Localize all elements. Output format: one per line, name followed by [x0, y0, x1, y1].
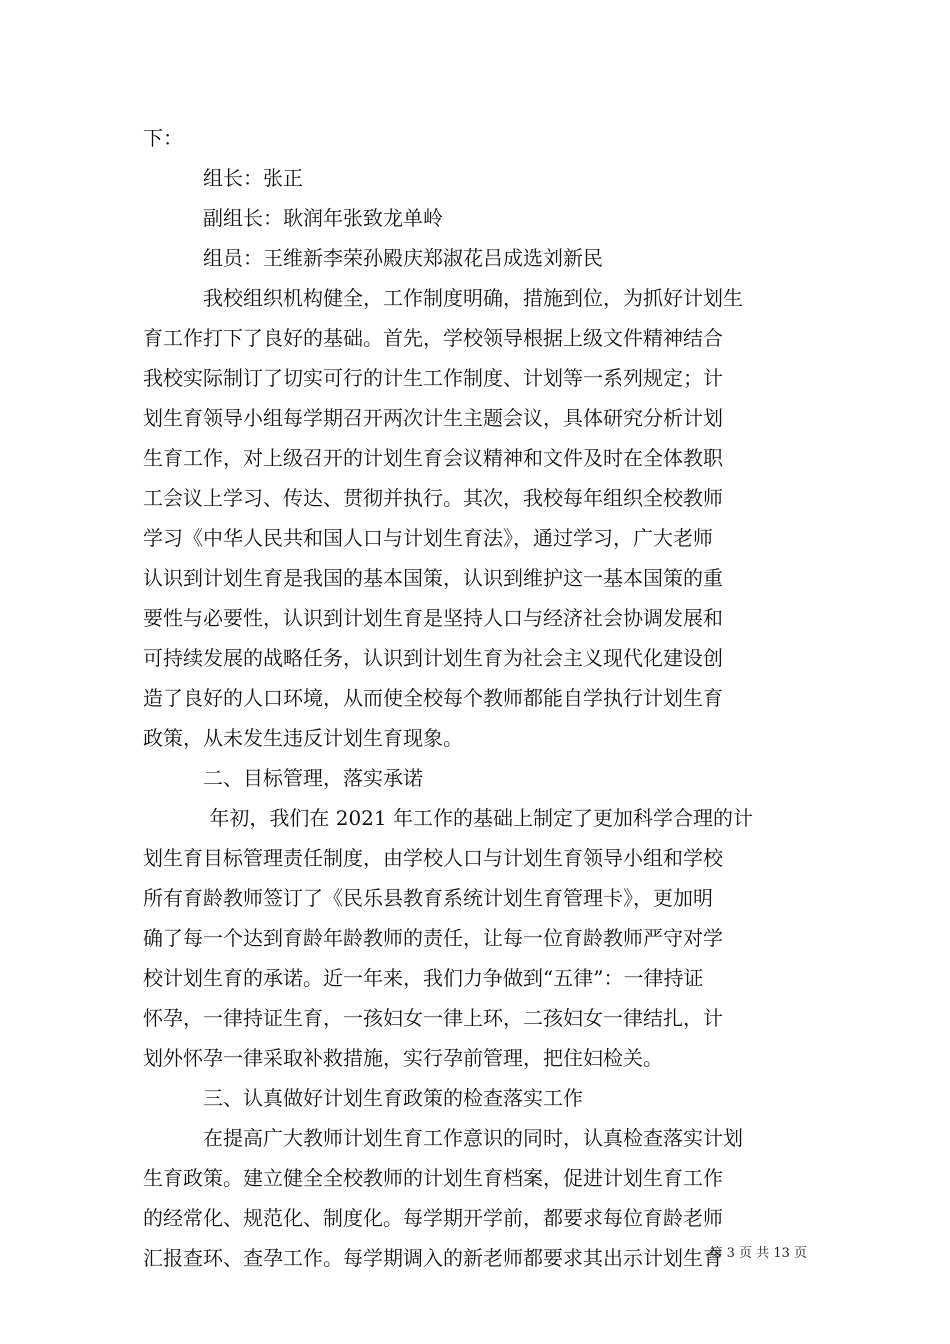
text-line: 要性与必要性，认识到计划生育是坚持人口与经济社会协调发展和 — [143, 606, 723, 630]
text-line: 造了良好的人口环境，从而使全校每个教师都能自学执行计划生育 — [143, 686, 723, 710]
text-line: 组长：张正 — [143, 166, 303, 190]
text-line: 我校实际制订了切实可行的计生工作制度、计划等一系列规定；计 — [143, 366, 723, 390]
text-line: 生育工作，对上级召开的计划生育会议精神和文件及时在全体教职 — [143, 446, 723, 470]
text-line: 汇报查环、查孕工作。每学期调入的新老师都要求其出示计划生育 — [143, 1246, 723, 1270]
document-body — [143, 118, 808, 1278]
section-heading: 二、目标管理，落实承诺 — [143, 766, 423, 790]
text-line: 年初，我们在 2021 年工作的基础上制定了更加科学合理的计 — [143, 806, 753, 830]
text-line: 划生育领导小组每学期召开两次计生主题会议，具体研究分析计划 — [143, 406, 723, 430]
text-line: 认识到计划生育是我国的基本国策，认识到维护这一基本国策的重 — [143, 566, 723, 590]
text-line: 可持续发展的战略任务，认识到计划生育为社会主义现代化建设创 — [143, 646, 723, 670]
text-line: 所有育龄教师签订了《民乐县教育系统计划生育管理卡》，更加明 — [143, 886, 713, 910]
text-line: 组员：王维新李荣孙殿庆郑淑花吕成选刘新民 — [143, 246, 603, 270]
text-line: 下： — [143, 126, 183, 150]
text-line: 我校组织机构健全，工作制度明确，措施到位，为抓好计划生 — [143, 286, 743, 310]
section-heading: 三、认真做好计划生育政策的检查落实工作 — [143, 1086, 583, 1110]
page-number-footer: 第 3 页 共 13 页 — [709, 1246, 807, 1261]
text-line: 的经常化、规范化、制度化。每学期开学前，都要求每位育龄老师 — [143, 1206, 723, 1230]
text-line: 确了每一个达到育龄年龄教师的责任，让每一位育龄教师严守对学 — [143, 926, 723, 950]
text-line: 学习《中华人民共和国人口与计划生育法》，通过学习，广大老师 — [143, 526, 713, 550]
text-line: 政策，从未发生违反计划生育现象。 — [143, 726, 463, 750]
text-line: 怀孕，一律持证生育，一孩妇女一律上环，二孩妇女一律结扎，计 — [143, 1006, 723, 1030]
text-line: 副组长：耿润年张致龙单岭 — [143, 206, 443, 230]
text-line: 划外怀孕一律采取补救措施，实行孕前管理，把住妇检关。 — [143, 1046, 663, 1070]
text-line: 生育政策。建立健全全校教师的计划生育档案，促进计划生育工作 — [143, 1166, 723, 1190]
text-line: 校计划生育的承诺。近一年来，我们力争做到“五律”：一律持证 — [143, 966, 704, 990]
text-line: 工会议上学习、传达、贯彻并执行。其次，我校每年组织全校教师 — [143, 486, 723, 510]
text-line: 划生育目标管理责任制度，由学校人口与计划生育领导小组和学校 — [143, 846, 723, 870]
text-line: 在提高广大教师计划生育工作意识的同时，认真检查落实计划 — [143, 1126, 743, 1150]
text-line: 育工作打下了良好的基础。首先，学校领导根据上级文件精神结合 — [143, 326, 723, 350]
